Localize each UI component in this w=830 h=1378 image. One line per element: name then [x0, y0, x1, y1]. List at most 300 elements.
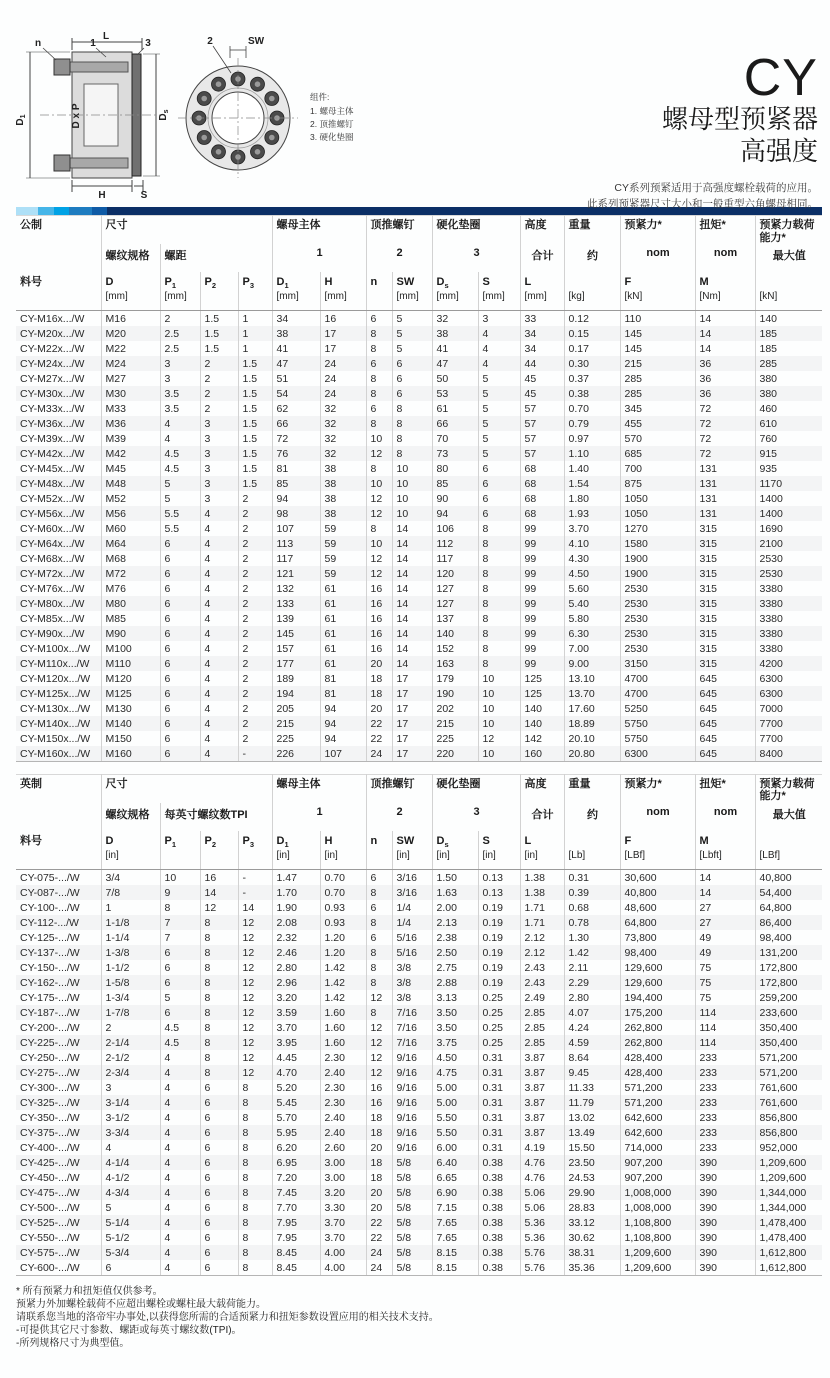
table-cell: 61	[432, 401, 478, 416]
table-cell: 10	[366, 536, 392, 551]
table-cell: 140	[520, 701, 564, 716]
table-cell: 2	[238, 686, 272, 701]
table-row	[16, 1080, 822, 1095]
table-row	[16, 596, 822, 611]
table-cell: 4.00	[320, 1260, 366, 1276]
table-cell: 54,400	[759, 886, 792, 899]
imperial-table-body	[16, 869, 822, 1275]
table-cell: 80	[432, 461, 478, 476]
table-cell: 6.90	[432, 1185, 478, 1200]
table-cell: 3.20	[320, 1185, 366, 1200]
sub-total: 合计	[520, 244, 564, 272]
table-cell: 6	[160, 641, 200, 656]
table-cell: -	[238, 869, 272, 885]
table-cell: 129,600	[620, 975, 695, 990]
table-cell: 6	[160, 566, 200, 581]
table-cell: 4	[200, 656, 238, 671]
table-cell: 645	[695, 731, 755, 746]
table-row	[16, 930, 822, 945]
table-cell: 1,612,800	[755, 1260, 822, 1276]
table-cell: 0.38	[478, 1215, 520, 1230]
table-cell: 3.00	[320, 1155, 366, 1170]
table-cell: 66	[272, 416, 320, 431]
table-cell: CY-187-.../W	[16, 1005, 101, 1020]
table-row	[16, 1170, 822, 1185]
table-cell: 125	[520, 686, 564, 701]
table-cell: 4.50	[432, 1050, 478, 1065]
table-row	[16, 431, 822, 446]
table-cell: 645	[695, 716, 755, 731]
table-row	[16, 611, 822, 626]
table-cell: 3.50	[432, 1005, 478, 1020]
table-cell: 110	[620, 310, 695, 326]
table-cell: 81	[320, 671, 366, 686]
table-cell: CY-425-.../W	[16, 1155, 101, 1170]
table-cell: 1-1/2	[101, 960, 160, 975]
table-cell: 0.70	[320, 885, 366, 900]
table-cell: 8	[392, 416, 432, 431]
table-cell: 18	[366, 1110, 392, 1125]
table-cell: M140	[101, 716, 160, 731]
sub-thread: 螺纹规格	[101, 803, 160, 831]
table-cell: 9/16	[392, 1095, 432, 1110]
table-cell: 98	[272, 506, 320, 521]
table-cell: 2.43	[520, 960, 564, 975]
table-cell: 8	[478, 536, 520, 551]
table-cell: 3.50	[432, 1020, 478, 1035]
table-row	[16, 1260, 822, 1276]
table-cell: 57	[520, 431, 564, 446]
table-cell: 2	[238, 716, 272, 731]
table-cell: 3.13	[432, 990, 478, 1005]
table-cell: 8	[366, 386, 392, 401]
table-cell: 10	[392, 491, 432, 506]
table-cell: 0.97	[564, 431, 620, 446]
table-cell: 571,200	[620, 1095, 695, 1110]
table-row	[16, 1215, 822, 1230]
table-cell: 2	[238, 701, 272, 716]
table-cell: 233	[695, 1065, 755, 1080]
table-cell: CY-M56x.../W	[16, 506, 101, 521]
table-cell: 34	[520, 326, 564, 341]
table-cell: 4	[160, 431, 200, 446]
table-cell: 6	[160, 536, 200, 551]
table-cell: CY-M80x.../W	[16, 596, 101, 611]
table-cell: 172,800	[759, 976, 798, 989]
table-cell: 1,209,600	[759, 1156, 807, 1169]
table-cell: 72	[695, 446, 755, 461]
table-cell: 1400	[759, 507, 783, 520]
col-F: F [LBf]	[620, 831, 695, 869]
table-cell: 1	[238, 310, 272, 326]
table-cell: 7	[160, 915, 200, 930]
table-cell: 0.79	[564, 416, 620, 431]
table-cell: 8	[238, 1230, 272, 1245]
table-cell: 761,600	[759, 1096, 798, 1109]
table-cell: 28.83	[564, 1200, 620, 1215]
table-cell: 4	[200, 551, 238, 566]
table-cell: 3.70	[564, 521, 620, 536]
table-cell: 8	[200, 1065, 238, 1080]
table-cell: M64	[101, 536, 160, 551]
table-cell: 1.5	[238, 386, 272, 401]
table-cell: 1-3/8	[101, 945, 160, 960]
col-L: L [in]	[520, 831, 564, 869]
table-cell: 17	[392, 686, 432, 701]
col-P3: $P_3$	[238, 272, 272, 310]
table-cell: 907,200	[620, 1170, 695, 1185]
table-cell: 32	[320, 446, 366, 461]
table-cell: 18	[366, 1155, 392, 1170]
table-cell: 215	[432, 716, 478, 731]
table-cell: 12	[366, 1035, 392, 1050]
table-cell: 14	[695, 310, 755, 326]
table-cell: 761,600	[759, 1081, 798, 1094]
table-cell: 18	[366, 1170, 392, 1185]
table-cell: 10	[160, 869, 200, 885]
table-cell: 4	[200, 731, 238, 746]
table-cell: 2	[200, 401, 238, 416]
table-row	[16, 975, 822, 990]
table-cell: 0.25	[478, 1005, 520, 1020]
bar-segment	[38, 207, 54, 215]
table-cell: CY-550-.../W	[16, 1230, 101, 1245]
table-cell: CY-M24x.../W	[16, 356, 101, 371]
table-cell: 4-1/2	[101, 1170, 160, 1185]
table-cell: CY-M100x.../W	[16, 641, 101, 656]
table-cell: 61	[320, 626, 366, 641]
table-cell: 6	[366, 401, 392, 416]
page-subtitle-2: 高强度	[739, 135, 818, 166]
table-cell: 645	[695, 671, 755, 686]
table-cell: 20	[366, 1140, 392, 1155]
table-cell: 2	[200, 356, 238, 371]
table-cell: 20	[366, 701, 392, 716]
table-cell: 4.50	[564, 566, 620, 581]
table-cell: 907,200	[620, 1155, 695, 1170]
table-cell: 4.19	[520, 1140, 564, 1155]
table-cell: 139	[272, 611, 320, 626]
legend-item: 1. 螺母主体	[310, 106, 354, 116]
table-cell: 6	[392, 386, 432, 401]
table-cell: 4	[200, 521, 238, 536]
table-cell: 62	[272, 401, 320, 416]
table-cell: 8	[238, 1125, 272, 1140]
table-cell: 68	[520, 461, 564, 476]
table-row	[16, 869, 822, 885]
table-cell: 8	[366, 371, 392, 386]
col-H: H [mm]	[320, 272, 366, 310]
table-cell: 4	[160, 1080, 200, 1095]
table-cell: 5	[478, 446, 520, 461]
table-cell: M72	[101, 566, 160, 581]
table-cell: 1.5	[238, 461, 272, 476]
table-cell: 41	[272, 341, 320, 356]
table-cell: 7.70	[272, 1200, 320, 1215]
table-cell: 1,108,800	[620, 1230, 695, 1245]
table-cell: 1-1/4	[101, 930, 160, 945]
table-row	[16, 1140, 822, 1155]
table-cell: 0.13	[478, 885, 520, 900]
table-cell: 315	[695, 551, 755, 566]
table-cell: 68	[520, 491, 564, 506]
table-cell: 6	[160, 1005, 200, 1020]
table-cell: 233	[695, 1095, 755, 1110]
table-row	[16, 401, 822, 416]
table-row	[16, 900, 822, 915]
table-cell: 3	[101, 1080, 160, 1095]
table-cell: 2.50	[432, 945, 478, 960]
table-cell: 0.93	[320, 915, 366, 930]
table-cell: 94	[432, 506, 478, 521]
table-cell: 20.80	[564, 746, 620, 762]
table-cell: CY-137-.../W	[16, 945, 101, 960]
table-cell: 4	[160, 1050, 200, 1065]
table-cell: 38	[320, 461, 366, 476]
table-cell: 315	[695, 611, 755, 626]
table-cell: 6	[200, 1080, 238, 1095]
table-cell: 9.00	[564, 656, 620, 671]
col-P1: $P_1$	[160, 831, 200, 869]
table-cell: 163	[432, 656, 478, 671]
table-cell: 1050	[620, 506, 695, 521]
table-cell: 99	[520, 611, 564, 626]
table-cell: 3.30	[320, 1200, 366, 1215]
table-cell: 32	[432, 310, 478, 326]
table-cell: 99	[520, 581, 564, 596]
table-cell: 3380	[759, 612, 783, 625]
table-cell: 2100	[759, 537, 783, 550]
table-cell: 610	[759, 417, 778, 430]
table-cell: 1/4	[392, 915, 432, 930]
table-cell: 4	[160, 1110, 200, 1125]
table-cell: 0.31	[478, 1140, 520, 1155]
table-cell: CY-375-.../W	[16, 1125, 101, 1140]
table-cell: 1050	[620, 491, 695, 506]
table-cell: 194,400	[620, 990, 695, 1005]
table-cell: 4	[478, 341, 520, 356]
table-cell: 935	[759, 462, 778, 475]
table-cell: 0.68	[564, 900, 620, 915]
table-cell: 4	[478, 326, 520, 341]
table-cell: 5-3/4	[101, 1245, 160, 1260]
table-cell: 12	[238, 1005, 272, 1020]
table-cell: 6	[160, 596, 200, 611]
table-cell: 2.96	[272, 975, 320, 990]
table-cell: 6	[478, 476, 520, 491]
table-cell: CY-M68x.../W	[16, 551, 101, 566]
table-cell: 107	[272, 521, 320, 536]
table-cell: 17	[392, 701, 432, 716]
table-row	[16, 1200, 822, 1215]
table-row	[16, 1020, 822, 1035]
table-cell: 1400	[759, 492, 783, 505]
table-cell: 4	[200, 536, 238, 551]
desc-line: CY系列预紧适用于高强度螺栓载荷的应用。	[614, 182, 818, 195]
table-cell: 6	[200, 1230, 238, 1245]
group-preload: 预紧力*	[620, 774, 695, 803]
table-cell: 5-1/4	[101, 1215, 160, 1230]
table-cell: CY-M125x.../W	[16, 686, 101, 701]
table-cell: 17	[392, 731, 432, 746]
table-cell: 8	[366, 915, 392, 930]
imperial-spec-table	[16, 774, 822, 1276]
table-cell: 1.63	[432, 885, 478, 900]
table-cell: 8	[200, 930, 238, 945]
table-cell: 3/4	[101, 869, 160, 885]
table-cell: CY-M60x.../W	[16, 521, 101, 536]
table-row	[16, 371, 822, 386]
table-cell: 8	[366, 416, 392, 431]
table-cell: 49	[695, 945, 755, 960]
table-cell: 117	[272, 551, 320, 566]
table-cell: 1	[238, 326, 272, 341]
table-cell: 233	[695, 1050, 755, 1065]
table-cell: 6	[200, 1260, 238, 1276]
table-cell: 8400	[755, 746, 822, 762]
table-cell: 2.11	[564, 960, 620, 975]
table-row	[16, 446, 822, 461]
table-cell: 44	[520, 356, 564, 371]
table-cell: CY-175-.../W	[16, 990, 101, 1005]
table-cell: 12	[238, 1065, 272, 1080]
table-cell: 3.59	[272, 1005, 320, 1020]
table-cell: 1.5	[200, 310, 238, 326]
table-cell: 8	[200, 960, 238, 975]
table-cell: M39	[101, 431, 160, 446]
table-cell: 6300	[759, 672, 783, 685]
table-cell: M20	[101, 326, 160, 341]
table-cell: 12	[238, 975, 272, 990]
table-cell: 2	[238, 671, 272, 686]
table-cell: 1.20	[320, 945, 366, 960]
table-cell: 17.60	[564, 701, 620, 716]
table-cell: 5250	[620, 701, 695, 716]
table-cell: 99	[520, 596, 564, 611]
table-cell: 68	[520, 476, 564, 491]
table-cell: M45	[101, 461, 160, 476]
table-cell: 233,600	[759, 1006, 798, 1019]
sub-max: 最大值	[772, 250, 806, 263]
table-cell: 13.02	[564, 1110, 620, 1125]
table-cell: 2	[238, 641, 272, 656]
table-cell: CY-200-.../W	[16, 1020, 101, 1035]
table-cell: 7.15	[432, 1200, 478, 1215]
table-cell: 1.38	[520, 869, 564, 885]
table-cell: 4	[160, 1065, 200, 1080]
table-cell: 14	[392, 626, 432, 641]
table-cell: 380	[759, 387, 778, 400]
table-cell: 4.45	[272, 1050, 320, 1065]
table-cell: 73,800	[620, 930, 695, 945]
table-cell: 1-3/4	[101, 990, 160, 1005]
table-cell: 6	[200, 1140, 238, 1155]
table-cell: M16	[101, 310, 160, 326]
table-cell: 2530	[620, 626, 695, 641]
table-cell: 47	[432, 356, 478, 371]
table-cell: 4	[200, 596, 238, 611]
table-row	[16, 581, 822, 596]
table-cell: CY-275-.../W	[16, 1065, 101, 1080]
label-L: L	[102, 31, 110, 42]
table-cell: 8	[200, 1020, 238, 1035]
table-cell: 14	[695, 869, 755, 885]
table-cell: 4.00	[320, 1245, 366, 1260]
col-weight: [Lb]	[564, 831, 620, 869]
table-cell: 14	[392, 596, 432, 611]
footnote-line: -所列规格尺寸为典型值。	[16, 1337, 130, 1349]
table-cell: 14	[392, 551, 432, 566]
table-cell: 8	[200, 945, 238, 960]
table-cell: 8	[478, 611, 520, 626]
table-cell: 233	[695, 1125, 755, 1140]
table-cell: 114	[695, 1020, 755, 1035]
table-cell: 4.10	[564, 536, 620, 551]
table-row	[16, 731, 822, 746]
table-cell: 3/8	[392, 960, 432, 975]
table-cell: 38	[320, 506, 366, 521]
group-unit-system: 英制	[16, 774, 101, 803]
table-cell: 3	[478, 310, 520, 326]
table-cell: 4.07	[564, 1005, 620, 1020]
series-description	[587, 181, 818, 211]
table-cell: 3380	[759, 597, 783, 610]
table-cell: 315	[695, 581, 755, 596]
table-cell: CY-M160x.../W	[16, 746, 101, 762]
table-cell: 3.87	[520, 1065, 564, 1080]
table-cell: 2.5	[160, 341, 200, 356]
table-cell: 10	[478, 716, 520, 731]
table-cell: 94	[320, 716, 366, 731]
table-cell: 140	[432, 626, 478, 641]
table-cell: 8	[238, 1200, 272, 1215]
table-cell: 14	[392, 641, 432, 656]
table-cell: 160	[520, 746, 564, 762]
table-cell: 5750	[620, 716, 695, 731]
table-cell: CY-M140x.../W	[16, 716, 101, 731]
table-cell: 16	[320, 310, 366, 326]
table-cell: 0.31	[478, 1065, 520, 1080]
table-cell: 6.00	[432, 1140, 478, 1155]
table-cell: 2	[238, 551, 272, 566]
table-cell: 6	[366, 900, 392, 915]
page-title: CY	[743, 49, 818, 107]
table-cell: 5	[478, 371, 520, 386]
group-size: 尺寸	[101, 774, 272, 803]
table-cell: 1900	[620, 566, 695, 581]
table-cell: 2.00	[432, 900, 478, 915]
table-cell: 2.60	[320, 1140, 366, 1155]
table-cell: 2.40	[320, 1065, 366, 1080]
table-cell: 8	[478, 596, 520, 611]
table-cell: 7.45	[272, 1185, 320, 1200]
col-D: D [in]	[101, 831, 160, 869]
table-cell: 2530	[759, 567, 783, 580]
table-cell: 5	[478, 431, 520, 446]
table-cell: 41	[432, 341, 478, 356]
table-row	[16, 1110, 822, 1125]
table-cell: 24	[320, 371, 366, 386]
sub-total: 合计	[520, 803, 564, 831]
table-cell: 10	[392, 476, 432, 491]
table-cell: 315	[695, 641, 755, 656]
footnote-line: * 所有预紧力和扭矩值仅供参考。	[16, 1285, 163, 1297]
table-cell: 2	[101, 1020, 160, 1035]
table-cell: CY-112-.../W	[16, 915, 101, 930]
table-cell: 7000	[759, 702, 783, 715]
table-cell: 428,400	[620, 1050, 695, 1065]
table-cell: CY-M120x.../W	[16, 671, 101, 686]
